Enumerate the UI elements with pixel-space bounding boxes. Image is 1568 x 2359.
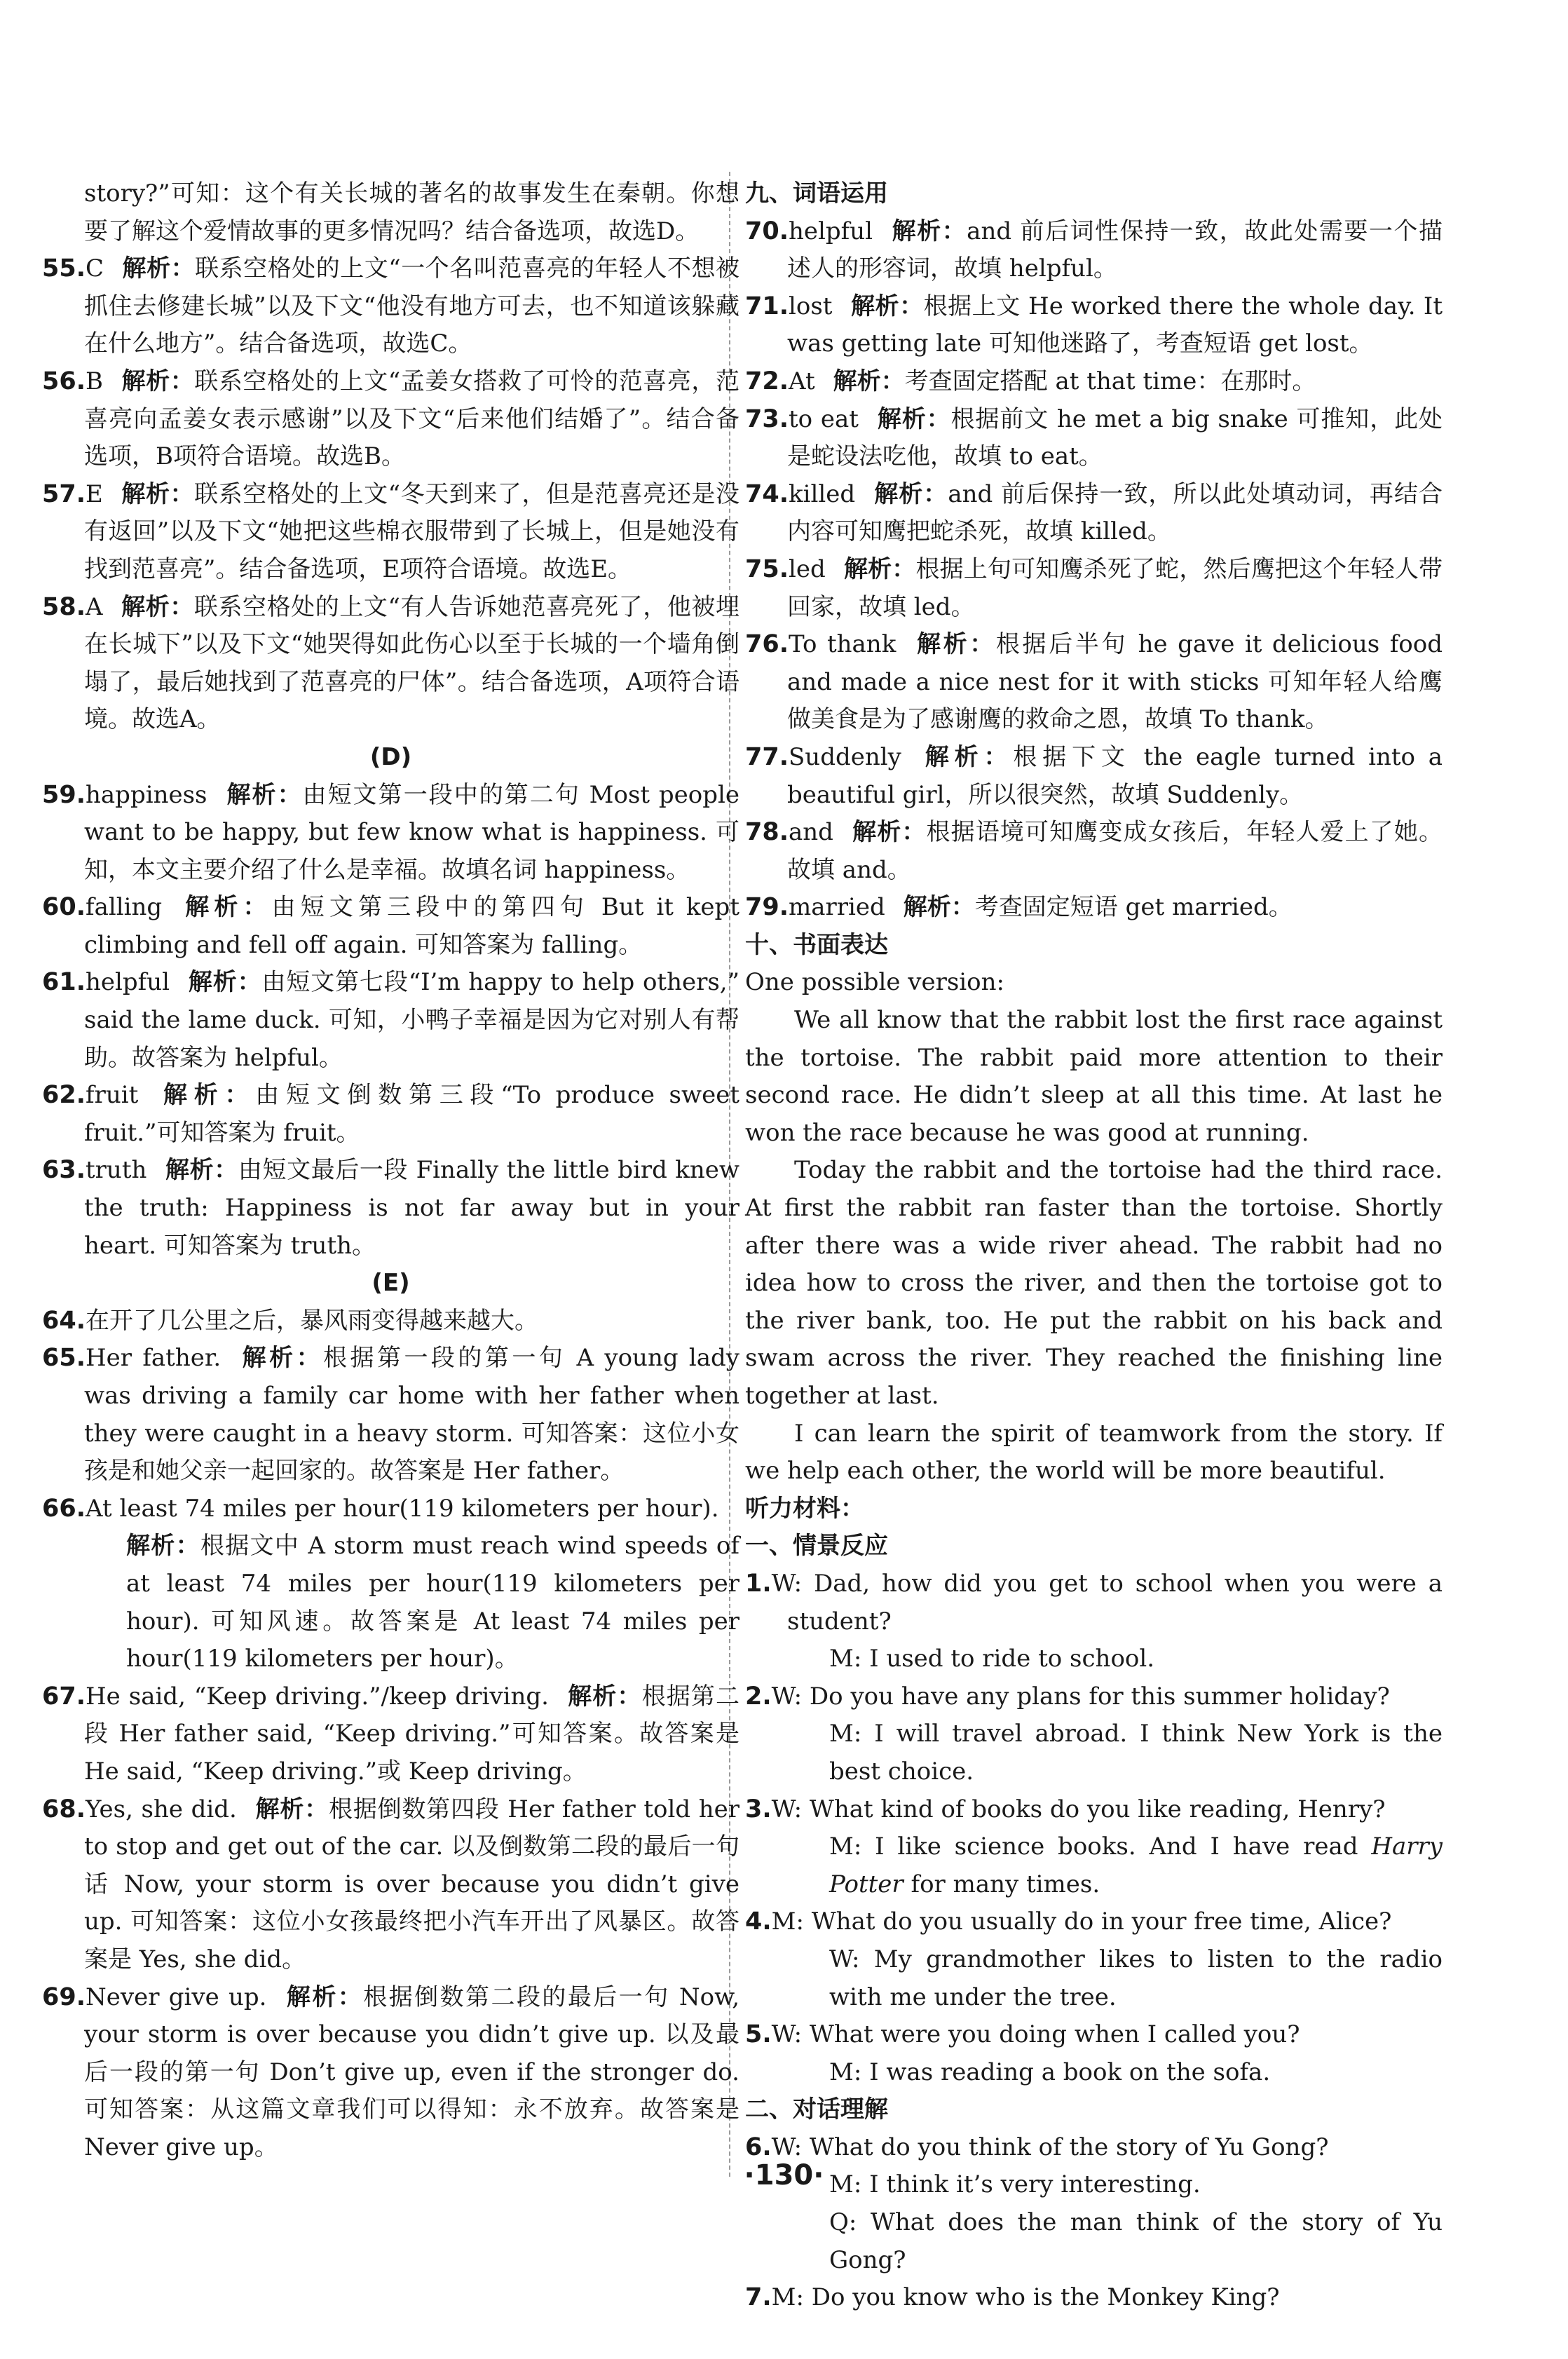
answer-item-77: 77.Suddenly 解析：根据下文 the eagle turned into a beautiful girl，所以很突然，故填 Suddenly。 <box>745 742 1443 809</box>
answer-item-56: 56.B 解析：联系空格处的上文“孟姜女搭救了可怜的范喜亮，范喜亮向孟姜女表示感谢”以及下文“后来他们结婚了”。结合备选项，B项符合语境。故选B。 <box>42 367 739 471</box>
answer-item-68: 68.Yes, she did. 解析：根据倒数第四段 Her father told her to stop and get out of the car. 以及倒数第二段的最后一句话 Now, your storm is over because you didn’t give up. 可知答案：这位小女孩最终把小汽车开出了风暴区。故答案是 Yes, she did。 <box>42 1795 739 1973</box>
dialog-item-7: 7.M: Do you know who is the Monkey King? <box>745 2283 1280 2312</box>
answer-item-57: 57.E 解析：联系空格处的上文“冬天到来了，但是范喜亮还是没有返回”以及下文“她把这些棉衣服带到了长城上，但是她没有找到范喜亮”。结合备选项，E项符合语境。故选E。 <box>42 480 739 583</box>
essay-paragraph-1: We all know that the rabbit lost the first race against the tortoise. The rabbit paid more attention to their second race. He didn’t sleep at all this time. At last he won the race because he was good at running. <box>745 1006 1443 1147</box>
answer-item-76: 76.To thank 解析：根据后半句 he gave it delicious food and made a nice nest for it with sticks 可知年轻人给鹰做美食是为了感谢鹰的救命之恩，故填 To thank。 <box>745 630 1443 734</box>
answer-item-79: 79.married 解析：考查固定短语 get married。 <box>745 893 1293 922</box>
answer-item-69: 69.Never give up. 解析：根据倒数第二段的最后一句 Now, your storm is over because you didn’t give up. 以及最后一段的第一句 Don’t give up, even if the stronger do. 可知答案：从这篇文章我们可以得知：永不放弃。故答案是 Never give up。 <box>42 1983 740 2161</box>
answer-item-55: 55.C 解析：联系空格处的上文“一个名叫范喜亮的年轻人不想被抓住去修建长城”以及下文“他没有地方可去，也不知道该躲藏在什么地方”。结合备选项，故选C。 <box>42 254 739 358</box>
page-number: ·130· <box>744 2159 824 2191</box>
answer-item-75: 75.led 解析：根据上句可知鹰杀死了蛇，然后鹰把这个年轻人带回家，故填 led。 <box>745 555 1443 621</box>
answer-item-60: 60.falling 解析：由短文第三段中的第四句 But it kept climbing and fell off again. 可知答案为 falling。 <box>42 893 739 959</box>
listening-section-2-heading: 二、对话理解 <box>745 2095 888 2124</box>
answer-item-61: 61.helpful 解析：由短文第七段“I’m happy to help others,” said the lame duck. 可知，小鸭子幸福是因为它对别人有帮助。故答案为 helpful。 <box>42 968 739 1072</box>
dialog-item-5: 5.W: What were you doing when I called you? M: I was reading a book on the sofa. <box>745 2020 1300 2086</box>
section-9-heading: 九、词语运用 <box>745 179 888 208</box>
left-column <box>42 175 739 2166</box>
answer-item-78: 78.and 解析：根据语境可知鹰变成女孩后，年轻人爱上了她。故填 and。 <box>745 818 1443 884</box>
dialog-item-6: 6.W: What do you think of the story of Yu Gong? M: I think it’s very interesting. Q: What does the man think of the story of Yu Gong? <box>745 2133 1443 2274</box>
section-d-heading: (D) <box>369 742 412 771</box>
answer-item-71: 71.lost 解析：根据上文 He worked there the whole day. It was getting late 可知他迷路了，考查短语 get lost。 <box>745 292 1443 358</box>
dialog-item-4: 4.M: What do you usually do in your free time, Alice? W: My grandmother likes to listen to the radio with me under the tree. <box>745 1908 1443 2011</box>
answer-item-74: 74.killed 解析：and 前后保持一致，所以此处填动词，再结合内容可知鹰把蛇杀死，故填 killed。 <box>745 480 1443 546</box>
answer-item-64: 64.在开了几公里之后，暴风雨变得越来越大。 <box>42 1306 539 1335</box>
answer-item-65: 65.Her father. 解析：根据第一段的第一句 A young lady was driving a family car home with her father when they were caught in a heavy storm. 可知答案：这位小女孩是和她父亲一起回家的。故答案是 Her father。 <box>42 1344 739 1486</box>
essay-paragraph-3: I can learn the spirit of teamwork from the story. If we help each other, the world will be more beautiful. <box>745 1419 1443 1486</box>
right-column <box>745 175 1443 2317</box>
answer-item-58: 58.A 解析：联系空格处的上文“有人告诉她范喜亮死了，他被埋在长城下”以及下文“她哭得如此伤心以至于长城的一个墙角倒塌了，最后她找到了范喜亮的尸体”。结合备选项，A项符合语境。故选A。 <box>42 592 739 734</box>
answer-item-72: 72.At 解析：考查固定搭配 at that time：在那时。 <box>745 367 1316 395</box>
listening-section-1-heading: 一、情景反应 <box>745 1532 888 1561</box>
answer-item-73: 73.to eat 解析：根据前文 he met a big snake 可推知，此处是蛇设法吃他，故填 to eat。 <box>745 405 1443 471</box>
intro-paragraph: story?”可知：这个有关长城的著名的故事发生在秦朝。你想要了解这个爱情故事的更多情况吗？结合备选项，故选D。 <box>84 179 739 245</box>
section-e-heading: (E) <box>371 1269 410 1298</box>
dialog-item-2: 2.W: Do you have any plans for this summer holiday? M: I will travel abroad. I think New York is the best choice. <box>745 1682 1443 1786</box>
section-10-heading: 十、书面表达 <box>745 930 888 959</box>
answer-item-66: 66.At least 74 miles per hour(119 kilometers per hour). 解析：根据文中 A storm must reach wind speeds of at least 74 miles per hour(119 kilometers per hour). 可知风速。故答案是 At least 74 miles per hour(119 kilometers per hour)。 <box>42 1494 739 1673</box>
essay-paragraph-2: Today the rabbit and the tortoise had the third race. At first the rabbit ran faster than the tortoise. Shortly after there was a wide river ahead. The rabbit had no idea how to cross the river, and then the tortoise got to the river bank, too. He put the rabbit on his back and swam across the river. They reached the finishing line together at last. <box>745 1156 1443 1410</box>
answer-item-70: 70.helpful 解析：and 前后词性保持一致，故此处需要一个描述人的形容词，故填 helpful。 <box>745 217 1443 283</box>
answer-item-59: 59.happiness 解析：由短文第一段中的第二句 Most people want to be happy, but few know what is happiness. 可知，本文主要介绍了什么是幸福。故填名词 happiness。 <box>42 780 740 884</box>
answer-item-63: 63.truth 解析：由短文最后一段 Finally the little bird knew the truth: Happiness is not far away but in your heart. 可知答案为 truth。 <box>42 1156 739 1260</box>
dialog-item-1: 1.W: Dad, how did you get to school when you were a student? M: I used to ride to school. <box>745 1569 1443 1673</box>
listening-heading: 听力材料： <box>745 1494 864 1523</box>
dialog-item-3: 3.W: What kind of books do you like reading, Henry? M: I like science books. And I have read Harry Potter for many times. <box>745 1795 1443 1898</box>
answer-item-62: 62.fruit 解析：由短文倒数第三段“To produce sweet fruit.”可知答案为 fruit。 <box>42 1081 739 1147</box>
answer-item-67: 67.He said, “Keep driving.”/keep driving. 解析：根据第二段 Her father said, “Keep driving.”可知答案。故答案是 He said, “Keep driving.”或 Keep driving。 <box>42 1682 740 1786</box>
possible-version-label: One possible version: <box>745 968 1004 997</box>
